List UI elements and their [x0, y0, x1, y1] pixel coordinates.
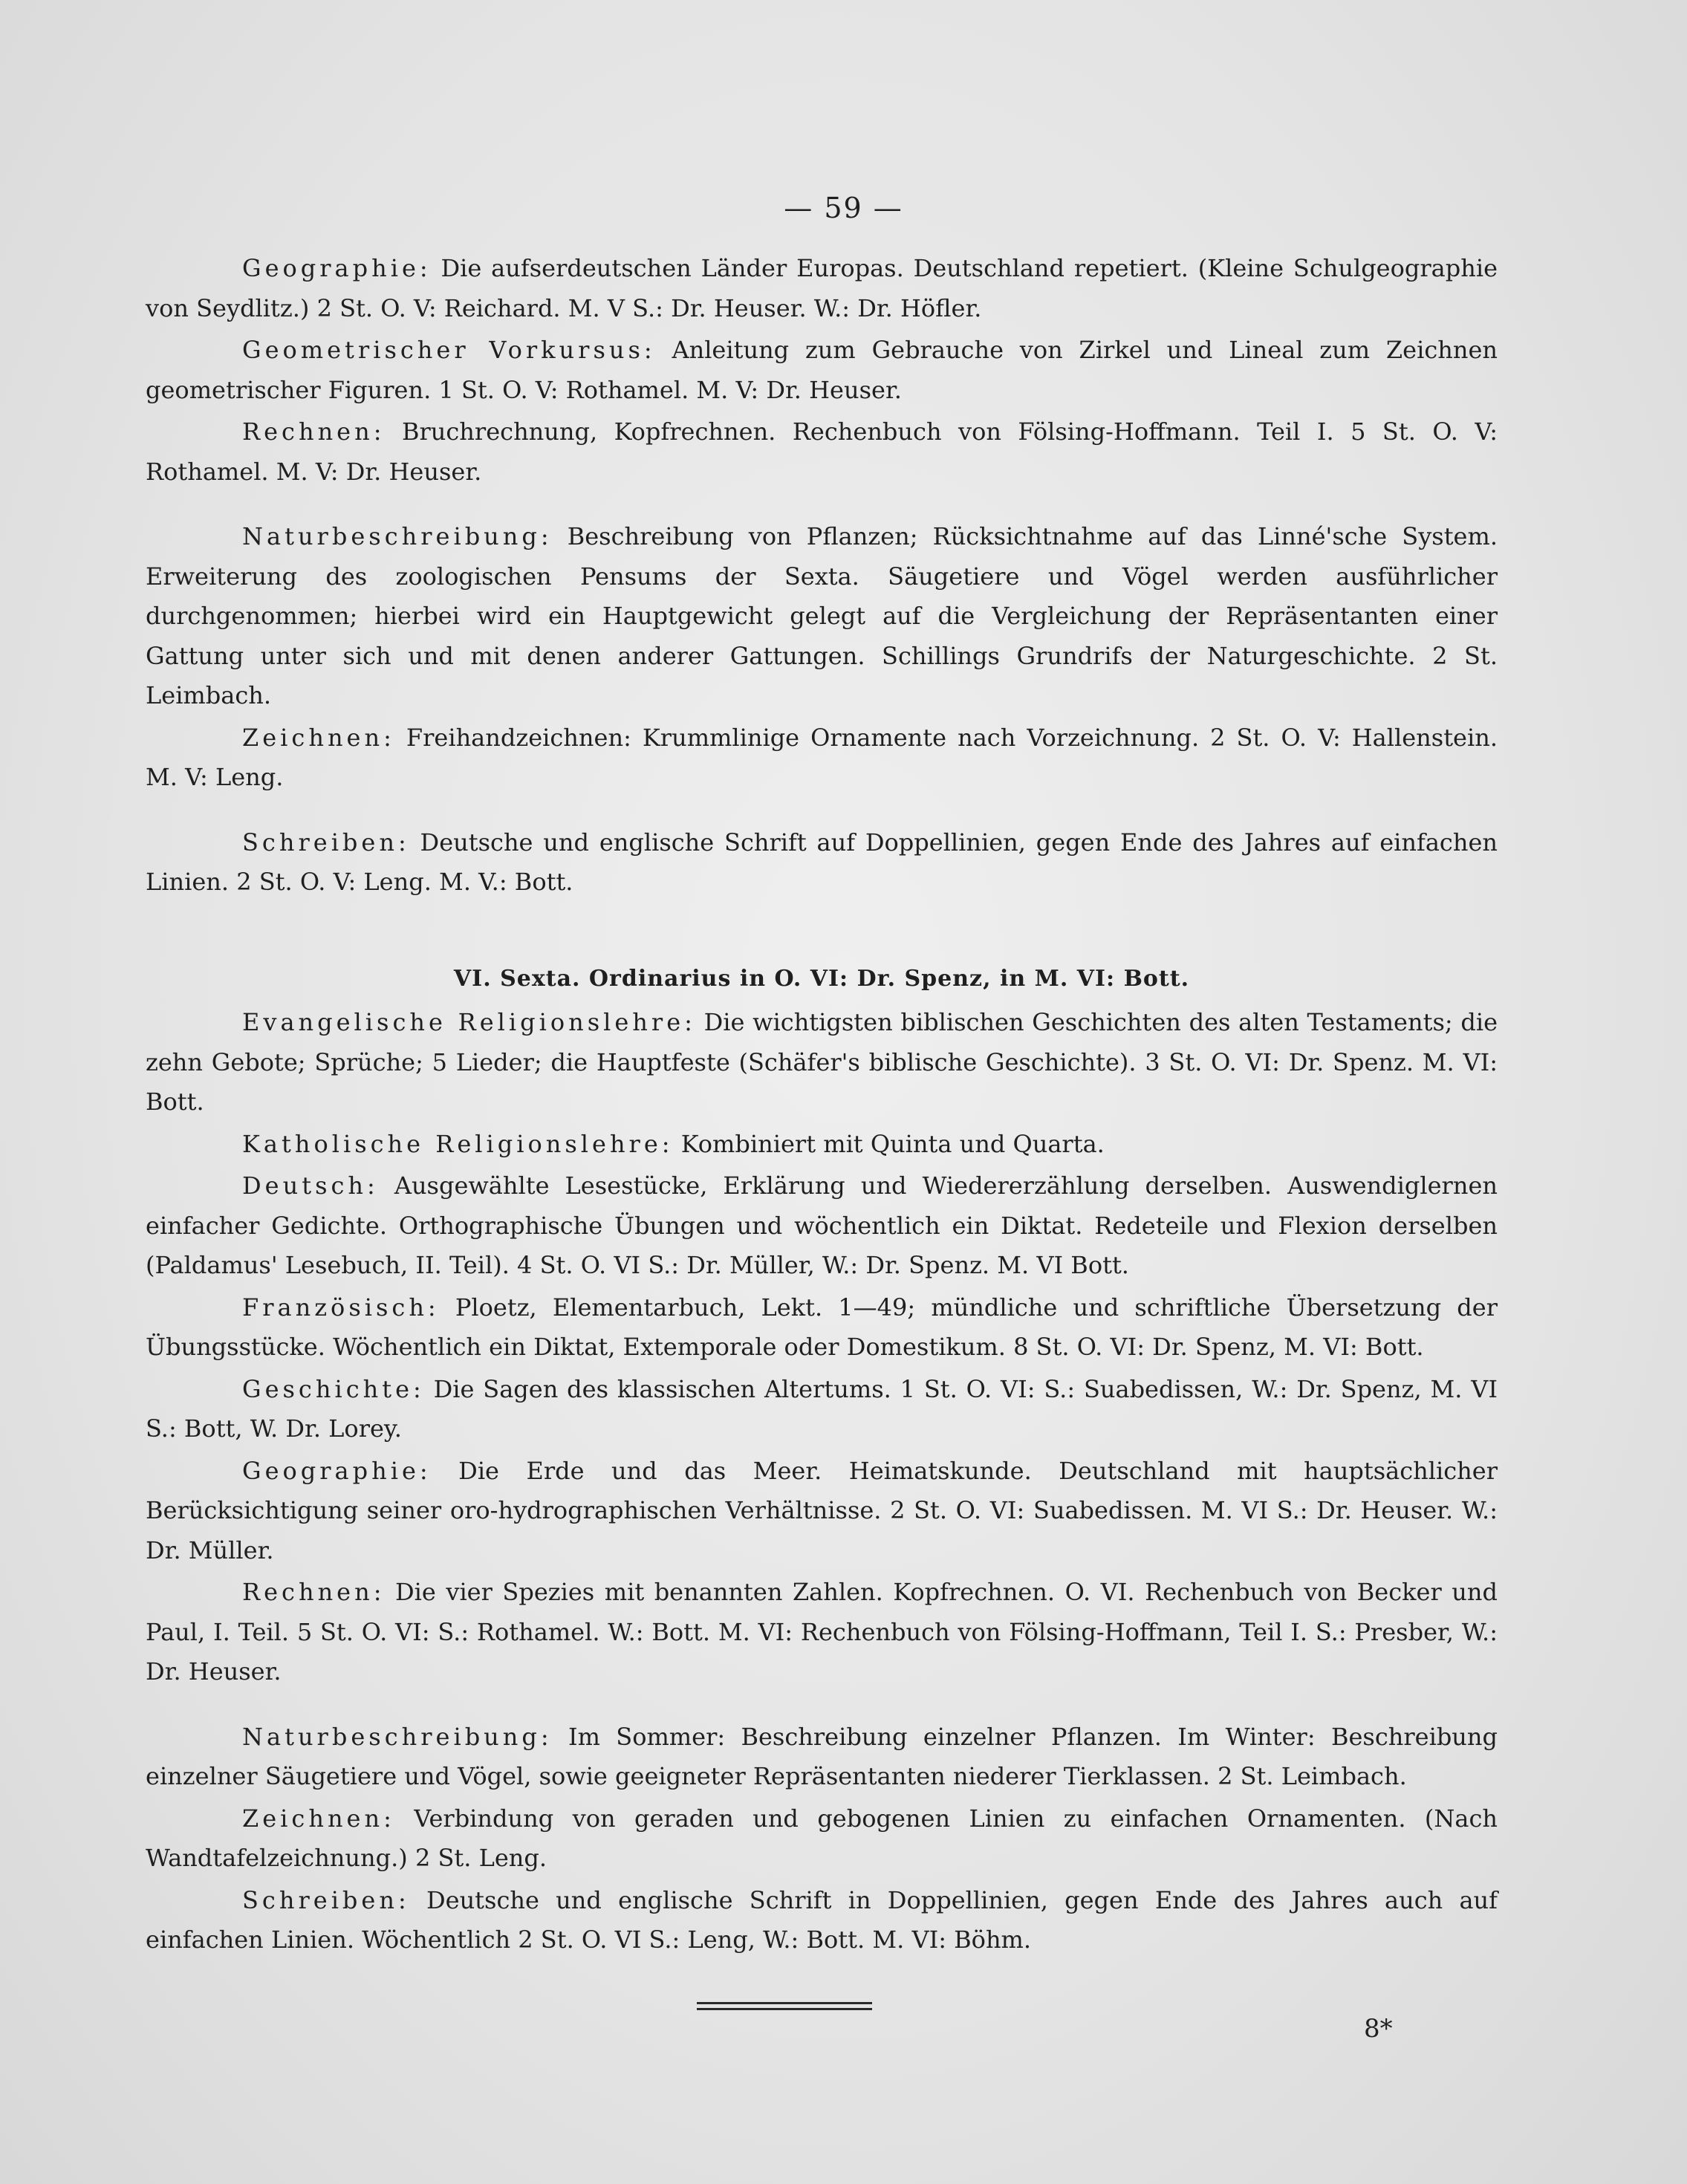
section-vi-subjects — [146, 1003, 1498, 1960]
subject-heading: Rechnen: — [242, 1578, 386, 1606]
paragraph — [146, 1881, 1498, 1960]
paragraph — [146, 1125, 1498, 1165]
paragraph-text: Die vier Spezies mit benannten Zahlen. Kopfrechnen. O. VI. Rechenbuch von Becker und Paul, I. Teil. 5 St. O. VI: S.: Rothamel. W.: Bott. M. VI: Rechenbuch von Fölsing-Hoffmann, Teil I. S.: Presber, W.: Dr. Heuser. — [146, 1578, 1498, 1686]
paragraph — [146, 1573, 1498, 1692]
paragraph — [146, 412, 1498, 492]
paragraph-text: Die Sagen des klassischen Altertums. 1 St. O. VI: S.: Suabedissen, W.: Dr. Spenz, M. VI S.: Bott, W. Dr. Lorey. — [146, 1374, 1498, 1443]
paragraph — [146, 1799, 1498, 1879]
subject-heading: Geschichte: — [242, 1374, 425, 1403]
paragraph — [146, 517, 1498, 716]
page-number: — 59 — — [784, 192, 903, 224]
paragraph-text: Die wichtigsten biblischen Geschichten des alten Testaments; die zehn Gebote; Sprüche; 5 Lieder; die Hauptfeste (Schäfer's biblische Geschichte). 3 St. O. VI: Dr. Spenz. M. VI: Bott. — [146, 1008, 1498, 1116]
subject-heading: Naturbeschreibung: — [242, 522, 553, 550]
paragraph — [146, 1370, 1498, 1449]
paragraph-text: Freihandzeichnen: Krummlinige Ornamente nach Vorzeichnung. 2 St. O. V: Hallenstein. M. V: Leng. — [146, 723, 1498, 791]
paragraph — [146, 718, 1498, 798]
paragraph — [146, 1288, 1498, 1368]
paragraph-text: Deutsche und englische Schrift auf Doppellinien, gegen Ende des Jahres auf einfachen Linien. 2 St. O. V: Leng. M. V.: Bott. — [146, 828, 1498, 896]
subject-heading: Schreiben: — [242, 828, 410, 857]
paragraph — [146, 823, 1498, 903]
paragraph — [146, 249, 1498, 328]
subject-heading: Zeichnen: — [242, 723, 395, 752]
paragraph-text: Kombiniert mit Quinta und Quarta. — [673, 1129, 1105, 1158]
paragraph-text: Beschreibung von Pflanzen; Rücksichtnahme auf das Linné'sche System. Erweiterung des zoologischen Pensums der Sexta. Säugetiere und Vögel werden ausführlicher durchgenommen; hierbei wird ein Hauptgewicht gelegt auf die Vergleichung der Repräsentanten einer Gattung unter sich und mit denen anderer Gattungen. Schillings Grundrifs der Naturgeschichte. 2 St. Leimbach. — [146, 522, 1498, 709]
subject-heading: Naturbeschreibung: — [242, 1722, 553, 1751]
subject-heading: Französisch: — [242, 1293, 440, 1322]
subject-heading: Evangelische Religionslehre: — [242, 1008, 696, 1036]
section-v-subjects — [146, 249, 1498, 903]
signature-mark: 8* — [1364, 2014, 1393, 2044]
paragraph-text: Verbindung von geraden und gebogenen Linien zu einfachen Ornamenten. (Nach Wandtafelzeichnung.) 2 St. Leng. — [146, 1804, 1498, 1872]
paragraph — [146, 1452, 1498, 1571]
paragraph-text: Im Sommer: Beschreibung einzelner Pflanzen. Im Winter: Beschreibung einzelner Säugetiere und Vögel, sowie geeigneter Repräsentanten niederer Tierklassen. 2 St. Leimbach. — [146, 1722, 1498, 1790]
subject-heading: Rechnen: — [242, 417, 386, 446]
paragraph — [146, 1717, 1498, 1797]
subject-heading: Katholische Religionslehre: — [242, 1129, 674, 1158]
paragraph-text: Bruchrechnung, Kopfrechnen. Rechenbuch von Fölsing-Hoffmann. Teil I. 5 St. O. V: Rothamel. M. V: Dr. Heuser. — [146, 417, 1498, 486]
subject-heading: Zeichnen: — [242, 1804, 395, 1833]
subject-heading: Schreiben: — [242, 1885, 410, 1914]
paragraph-text: Anleitung zum Gebrauche von Zirkel und Lineal zum Zeichnen geometrischer Figuren. 1 St. O. V: Rothamel. M. V: Dr. Heuser. — [146, 336, 1498, 404]
text-column — [146, 249, 1498, 1963]
subject-heading: Geographie: — [242, 254, 432, 282]
paragraph — [146, 1003, 1498, 1122]
paragraph — [146, 331, 1498, 410]
closing-double-rule — [697, 2002, 872, 2010]
paragraph-text: Deutsche und englische Schrift in Doppellinien, gegen Ende des Jahres auch auf einfachen Linien. Wöchentlich 2 St. O. VI S.: Leng, W.: Bott. M. VI: Böhm. — [146, 1885, 1498, 1954]
paragraph-text: Ausgewählte Lesestücke, Erklärung und Wiedererzählung derselben. Auswendiglernen einfacher Gedichte. Orthographische Übungen und wöchentlich ein Diktat. Redeteile und Flexion derselben (Paldamus' Lesebuch, II. Teil). 4 St. O. VI S.: Dr. Müller, W.: Dr. Spenz. M. VI Bott. — [146, 1171, 1498, 1279]
paragraph-text: Ploetz, Elementarbuch, Lekt. 1—49; mündliche und schriftliche Übersetzung der Übungsstücke. Wöchentlich ein Diktat, Extemporale oder Domestikum. 8 St. O. VI: Dr. Spenz, M. VI: Bott. — [146, 1293, 1498, 1361]
paragraph-text: Die aufserdeutschen Länder Europas. Deutschland repetiert. (Kleine Schulgeographie von Seydlitz.) 2 St. O. V: Reichard. M. V S.: Dr. Heuser. W.: Dr. Höfler. — [146, 254, 1498, 322]
subject-heading: Deutsch: — [242, 1171, 379, 1200]
paragraph-text: Die Erde und das Meer. Heimatskunde. Deutschland mit hauptsächlicher Berücksichtigung seiner oro-hydrographischen Verhältnisse. 2 St. O. VI: Suabedissen. M. VI S.: Dr. Heuser. W.: Dr. Müller. — [146, 1456, 1498, 1564]
section-heading: VI. Sexta. Ordinarius in O. VI: Dr. Spenz, in M. VI: Bott. — [453, 965, 1190, 992]
paragraph — [146, 1166, 1498, 1286]
subject-heading: Geographie: — [242, 1456, 432, 1485]
subject-heading: Geometrischer Vorkursus: — [242, 336, 656, 364]
